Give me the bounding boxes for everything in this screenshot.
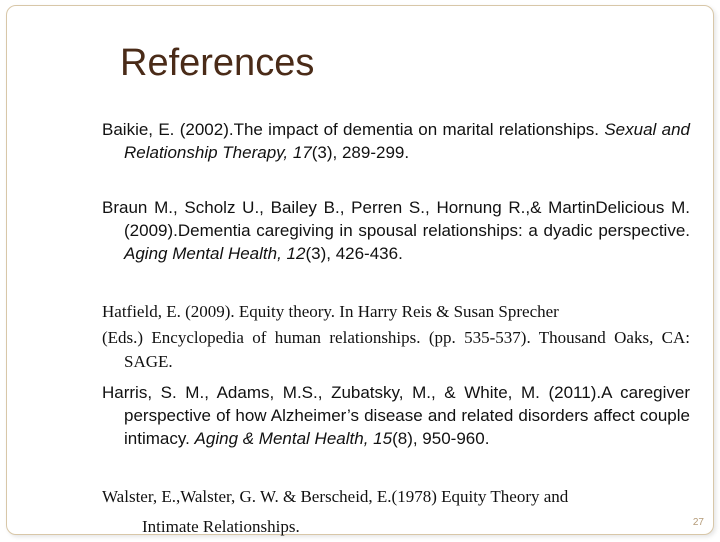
reference-text: Braun M., Scholz U., Bailey B., Perren S., Hornung R.,& MartinDelicious M.(2009).Dementia caregiving in spousal relationships: a dyadic perspective. (102, 198, 690, 240)
reference-hatfield-line2 (102, 326, 690, 374)
reference-baikie (102, 118, 690, 164)
volume: 15 (373, 429, 393, 448)
reference-walster-line2 (142, 512, 708, 542)
volume: 17 (288, 143, 312, 162)
reference-braun (102, 196, 690, 265)
reference-text: Hatfield, E. (2009). Equity theory. In Harry Reis & Susan Sprecher (102, 302, 559, 321)
reference-text: Walster, E.,Walster, G. W. & Berscheid, E.(1978) Equity Theory and (102, 487, 569, 506)
slide-frame (6, 5, 714, 535)
reference-text: (Eds.) Encyclopedia of human relationships. (pp. 535-537). Thousand Oaks, CA: SAGE. (102, 328, 690, 371)
reference-walster-line1 (102, 482, 690, 512)
reference-text: Baikie, E. (2002).The impact of dementia on marital relationships. (102, 120, 605, 139)
reference-text: Harris, S. M., Adams, M.S., Zubatsky, M., & White, M. (2011).A caregiver perspective of how Alzheimer’s disease and related disorders affect couple intimacy. (102, 383, 690, 448)
reference-harris (102, 381, 690, 450)
page-title: References (120, 42, 315, 84)
volume: 12 (286, 244, 306, 263)
reference-text: (8), 950-960. (392, 429, 490, 448)
journal-title: Aging Mental Health, (124, 244, 287, 263)
reference-hatfield-line1 (102, 297, 690, 327)
journal-title: Sexual and Relationship Therapy, (124, 120, 690, 162)
journal-title: Aging & Mental Health, (194, 429, 374, 448)
reference-text: (3), 426-436. (305, 244, 403, 263)
reference-text: Intimate Relationships. (142, 517, 300, 536)
reference-text: (3), 289-299. (311, 143, 410, 162)
page-number: 27 (692, 517, 704, 528)
